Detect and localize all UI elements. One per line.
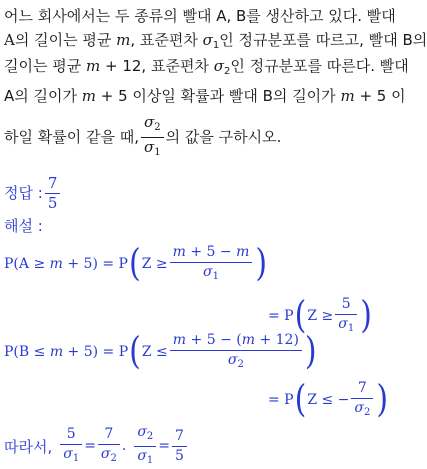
problem-text: 길이는 평균 [4,57,86,75]
equation-4: = P ( Z ≤ − $\frac{7}{\sigma_2}$ ) [268,377,389,422]
problem-text: 인 정규분포를 따른다. 빨대 [230,57,409,75]
problem-text: 인 정규분포를 따르고, 빨대 B의 [219,31,427,49]
math-var: m [116,31,131,49]
problem-text: + 12, 표준편차 [100,57,214,75]
solution-label [4,216,43,236]
math-var: m [340,87,355,105]
equation-2: = P ( Z ≥ $\frac{5}{\sigma_1}$ ) [268,293,372,338]
problem-line-2: A의 길이는 평균 m, 표준편차 $\sigma_1$인 정규분포를 따르고, 빨대 B의 [4,31,427,51]
equation-1: P(A ≥ m + 5) = P ( Z ≥ $\frac{m + 5 - m}{\sigma_1}$ ) [4,241,268,286]
equation-3: P(B ≤ m + 5) = P ( Z ≤ $\frac{m + 5 - (m + 12)}{\sigma_2}$ ) [4,329,317,374]
problem-text: , 표준편차 [130,31,203,49]
sigma-ratio-fraction: $\frac{\sigma_2}{\sigma_1}$ [141,114,164,161]
conclusion-line: 따라서, $\frac{5}{\sigma_1}$ = $\frac{7}{\sigma_2}$ . $\frac{\sigma_2}{\sigma_1}$ = $\frac{7}{5}$ [4,426,189,466]
answer-numerator: 7 [45,175,61,194]
problem-line-1 [4,6,396,26]
problem-text: 어느 회사에서는 두 종류의 빨대 A, B를 생산하고 있다. 빨대 [4,7,396,25]
solution-label-text: 해설 : [4,217,43,235]
math-var: σ [213,57,224,75]
problem-text: A의 길이가 [4,87,82,105]
problem-text: 의 길이는 평균 [14,31,117,49]
problem-line-4 [4,86,406,106]
answer-line [4,170,62,216]
answer-denominator: 5 [47,193,58,212]
problem-line-5 [4,112,281,162]
problem-text: 하일 확률이 같을 때, [4,128,139,146]
conclusion-label: 따라서, [4,437,53,456]
math-var: σ [202,31,213,49]
problem-text: + 5 이상일 확률과 빨대 B의 길이가 [96,87,341,105]
math-var: m [86,57,101,75]
problem-text: 의 값을 구하시오. [165,128,282,146]
answer-fraction [45,175,61,212]
answer-label: 정답 : [4,184,43,202]
math-var: m [81,87,96,105]
problem-line-3: 길이는 평균 m + 12, 표준편차 $\sigma_2$인 정규분포를 따른다. 빨대 [4,57,409,77]
problem-text: + 5 이 [354,87,406,105]
